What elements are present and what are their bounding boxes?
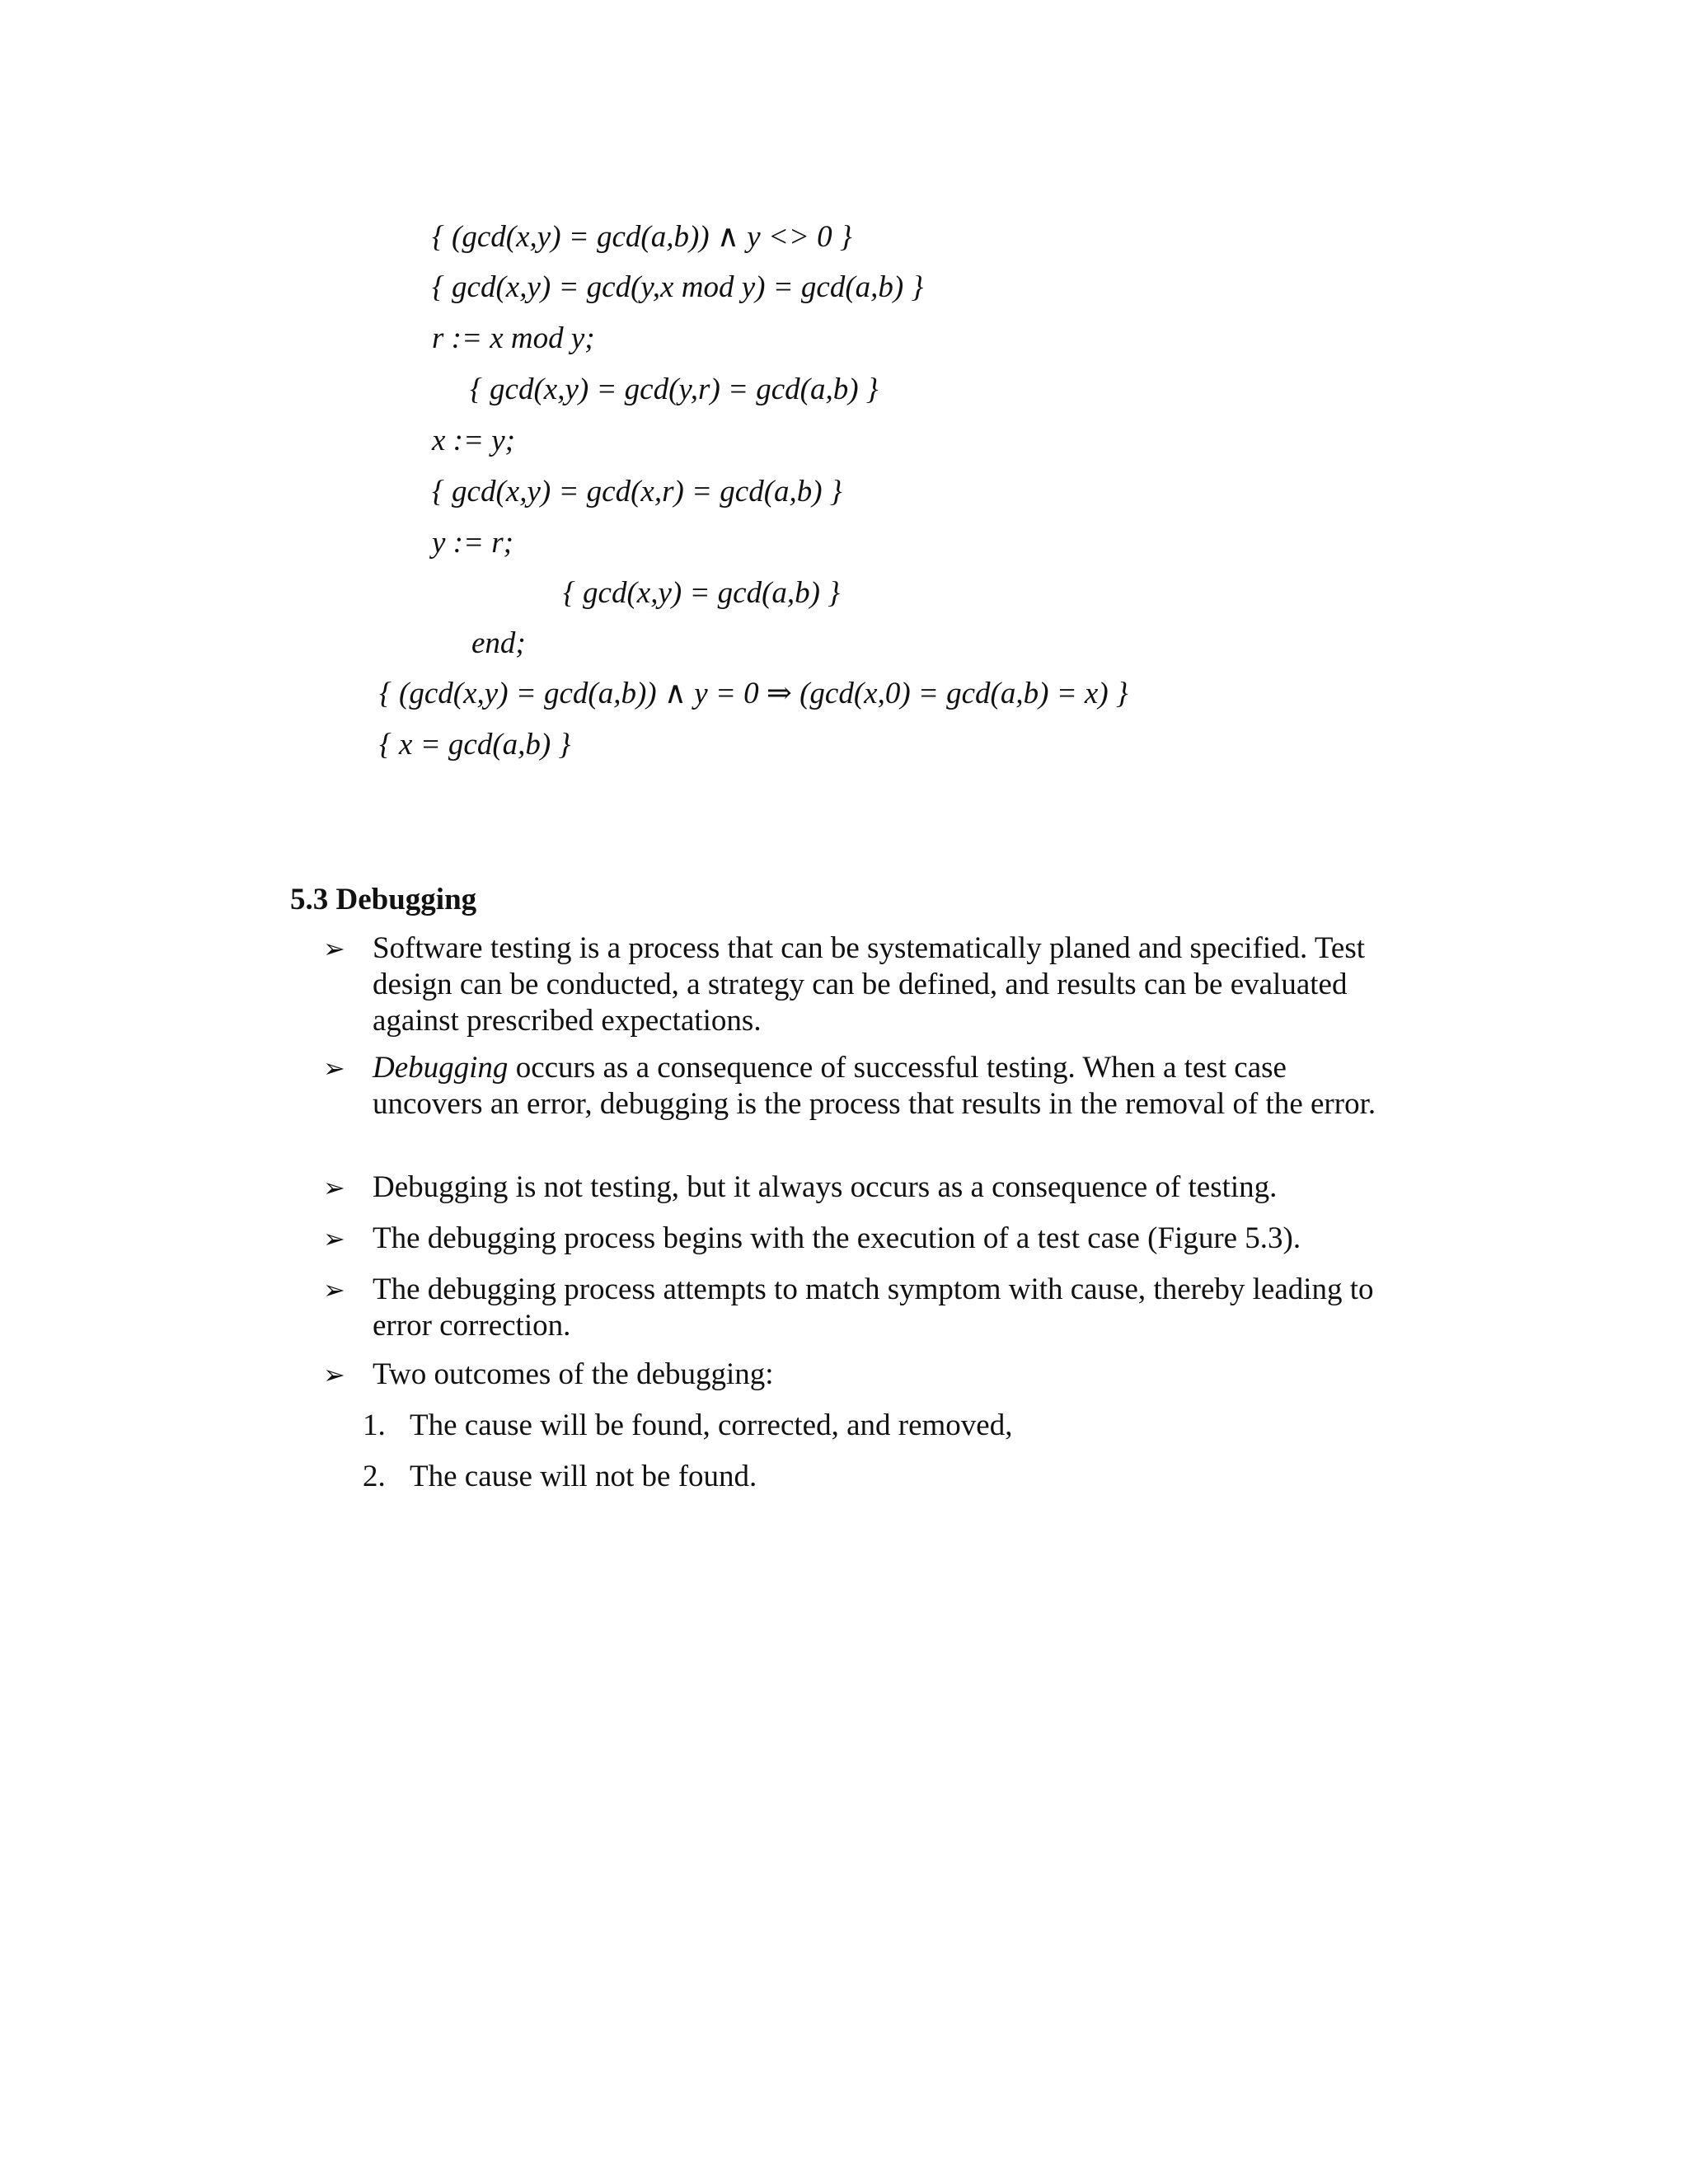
outcome-number: 1.	[363, 1408, 386, 1442]
proof-line: y := r;	[432, 526, 513, 560]
proof-line: end;	[471, 626, 526, 660]
arrow-bullet-icon: ➢	[323, 934, 345, 963]
proof-line: { (gcd(x,y) = gcd(a,b)) ∧ y <> 0 }	[432, 220, 852, 254]
bullet-text: The debugging process begins with the execution of a test case (Figure 5.3).	[373, 1221, 1301, 1255]
outcome-number: 2.	[363, 1460, 386, 1493]
bullet-text	[373, 1050, 1395, 1122]
bullet-text-rest: occurs as a consequence of successful testing. When a test case uncovers an error, debugging is the process that results in the removal of the error.	[373, 1051, 1376, 1121]
proof-line: { gcd(x,y) = gcd(a,b) }	[563, 576, 841, 610]
bullet-text: Software testing is a process that can be systematically planed and specified. Test design can be conducted, a strategy can be defined, and results can be evaluated against prescribed expectations.	[373, 931, 1365, 1038]
arrow-bullet-icon: ➢	[323, 1275, 345, 1305]
outcome-text: The cause will be found, corrected, and removed,	[410, 1408, 1013, 1442]
arrow-bullet-icon: ➢	[323, 1173, 345, 1202]
bullet-text: The debugging process attempts to match symptom with cause, thereby leading to error correction.	[373, 1272, 1374, 1343]
proof-line: x := y;	[432, 424, 515, 457]
proof-line: { gcd(x,y) = gcd(y,r) = gcd(a,b) }	[470, 373, 879, 406]
section-title: 5.3 Debugging	[290, 883, 477, 916]
proof-line: { gcd(x,y) = gcd(x,r) = gcd(a,b) }	[432, 475, 842, 509]
arrow-bullet-icon: ➢	[323, 1224, 345, 1254]
proof-line: { x = gcd(a,b) }	[379, 728, 571, 762]
bullet-text: Debugging is not testing, but it always occurs as a consequence of testing.	[373, 1170, 1278, 1204]
arrow-bullet-icon: ➢	[323, 1053, 345, 1083]
arrow-bullet-icon: ➢	[323, 1360, 345, 1390]
proof-line: r := x mod y;	[432, 321, 595, 355]
proof-line: { gcd(x,y) = gcd(y,x mod y) = gcd(a,b) }	[432, 270, 924, 304]
bullet-text: Two outcomes of the debugging:	[373, 1357, 774, 1391]
proof-line: { (gcd(x,y) = gcd(a,b)) ∧ y = 0 ⇒ (gcd(x,0) = gcd(a,b) = x) }	[379, 677, 1128, 710]
outcome-text: The cause will not be found.	[410, 1460, 757, 1493]
bullet-emphasis: Debugging	[373, 1051, 509, 1085]
